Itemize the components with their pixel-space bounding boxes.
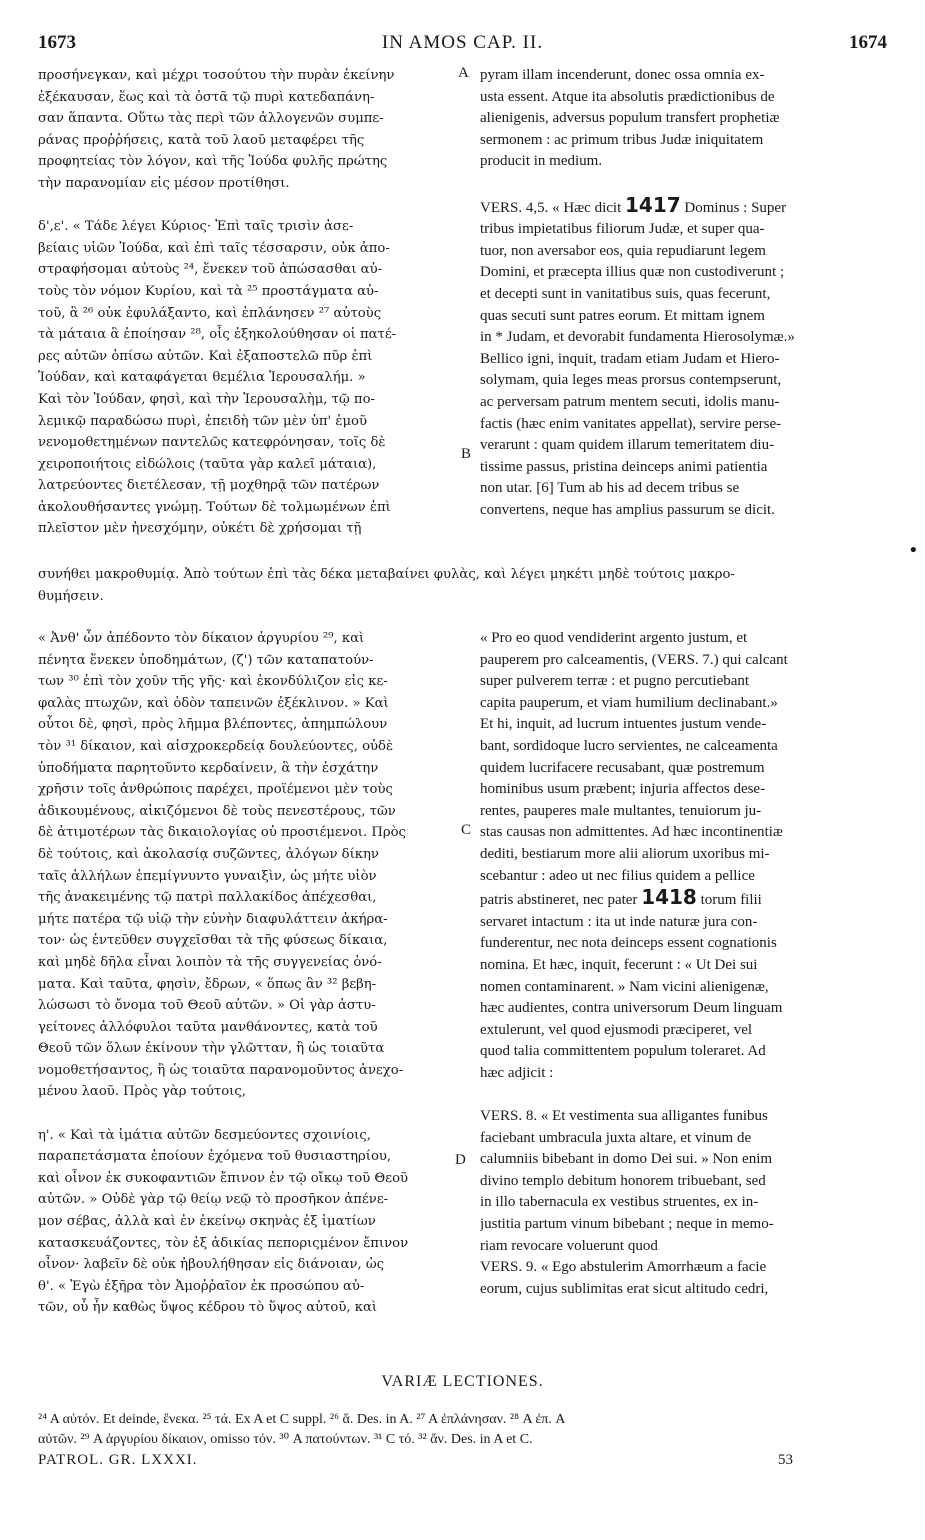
greek-line: ρες αὐτῶν ὀπίσω αὐτῶν. Καὶ ἐξαποστελῶ πῦρ ἐπὶ: [38, 348, 373, 364]
column-marker-1418: 1418: [641, 887, 697, 910]
latin-line: quidem lucrifacere recusabant, quæ postremum: [480, 759, 765, 776]
greek-line: μένου λαοῦ. Πρὸς γὰρ τούτοις,: [38, 1084, 246, 1100]
latin-line: solymam, quia leges meas prorsus contempserunt,: [480, 372, 782, 389]
latin-line: pyram illam incenderunt, donec ossa omnia ex-: [480, 67, 765, 83]
greek-block-2: [38, 216, 458, 540]
greek-line: θ'. « Ἐγὼ ἐξῆρα τὸν Ἀμοῤῥαῖον ἐκ προσώπου αὐ-: [38, 1278, 365, 1294]
greek-line: προφητείας τὸν λόγον, καὶ τῆς Ἰούδα φυλῆς πρώτης: [38, 154, 388, 170]
greek-line: λώσωσι τὸ ὄνομα τοῦ Θεοῦ αὐτῶν. » Οἱ γὰρ ἀστυ-: [38, 998, 376, 1014]
greek-line: πλεῖστον μὲν ἠνεσχόμην, οὐκέτι δὲ χρήσομαι τῇ: [38, 521, 362, 537]
greek-line: τοῦ, ἃ ²⁶ οὐκ ἐφυλάξαντο, καὶ ἐπλάνησεν ²⁷ αὐτοὺς: [38, 305, 382, 321]
latin-line: extulerunt, vel quod ejusmodi præciperet, vel: [480, 1021, 753, 1038]
greek-line: μήτε πατέρα τῷ υἱῷ τὴν εὐνὴν διαφυλάττειν ἀκήρα-: [38, 911, 388, 927]
greek-line: Ἰούδαν, καὶ καταφάγεται θεμέλια Ἱερουσαλήμ. »: [38, 370, 366, 386]
latin-line: justitia partum vinum bibebant ; neque in memo-: [480, 1216, 774, 1233]
greek-line: λατρεύοντες διετέλεσαν, τῇ μοχθηρᾷ τῶν πατέρων: [38, 478, 380, 494]
section-letter-d: D: [455, 1152, 466, 1168]
latin-verse-4-5-heading: [480, 195, 888, 220]
greek-line: τον· ὡς ἐντεῦθεν συγχεῖσθαι τὰ τῆς φύσεως δίκαια,: [38, 933, 388, 949]
greek-line: τῶν, οὗ ἦν καθὼς ὕψος κέδρου τὸ ὕψος αὐτοῦ, καὶ: [38, 1300, 378, 1316]
latin-line: sermonem : ac primum tribus Judæ iniquitatem: [480, 131, 764, 148]
greek-line: τὸν ³¹ δίκαιον, καὶ αἰσχροκερδείᾳ δουλεύοντες, οὐδὲ: [38, 738, 394, 754]
column-number-right: 1674: [849, 32, 887, 53]
latin-column: [480, 65, 888, 521]
footer-signature: PATROL. GR. LXXXI.: [38, 1452, 198, 1468]
greek-line: ἐξέκαυσαν, ἕως καὶ τὰ ὀστᾶ τῷ πυρὶ κατεδαπάνη-: [38, 89, 375, 105]
greek-line: « Ἀνθ' ὧν ἀπέδοντο τὸν δίκαιον ἀργυρίου ²⁹, καὶ: [38, 631, 365, 646]
greek-block-3: [38, 628, 458, 1103]
running-title: IN AMOS CAP. II.: [381, 32, 544, 53]
greek-line: νενομοθετημένων παντελῶς κατεφρόνησαν, τοῖς δὲ: [38, 435, 386, 451]
latin-line: VERS. 8. « Et vestimenta sua alligantes funibus: [480, 1108, 768, 1125]
latin-column-lower: [480, 628, 888, 1300]
greek-line: νομοθετήσαντος, ἢ ὡς τοιαῦτα παρανομοῦντος ἀνεχο-: [38, 1062, 404, 1078]
latin-line: quas secuti sunt patres eorum. Et mittam ignem: [480, 307, 765, 324]
greek-line: χειροποιήτοις εἰδώλοις (ταῦτα γὰρ καλεῖ μάταια),: [38, 456, 377, 472]
greek-line: κατασκευάζοντες, τὸν ἐξ ἀδικίας πεποριςμένον ἔπινον: [38, 1235, 409, 1251]
variae-line-1: ²⁴ A αὐτόν. Et deinde, ἕνεκα. ²⁵ τά. Ex A et C suppl. ²⁶ ἅ. Des. in A. ²⁷ A ἐπλάνησαν. ²⁸ A ἐπ. A: [38, 1412, 566, 1427]
latin-line: servaret intactum : ita ut inde naturæ jura con-: [480, 913, 758, 930]
latin-block-3: [480, 628, 888, 887]
greek-line: ὑποδήματα παρητοῦντο κερδαίνειν, ἃ τὴν ἐσχάτην: [38, 760, 379, 776]
latin-block-4: [480, 1106, 888, 1257]
variae-line-2: αὐτῶν. ²⁹ A ἀργυρίου δίκαιον, omisso τόν. ³⁰ A πατούντων. ³¹ C τό. ³² ἄν. Des. in A et C.: [38, 1432, 533, 1447]
latin-line: tuor, non aversabor eos, quia repudiarunt legem: [480, 242, 766, 259]
greek-line: οὗτοι δὲ, φησὶ, πρὸς λῆμμα βλέποντες, ἀπημπώλουν: [38, 717, 388, 733]
greek-fullwidth-line-2: θυμήσειν.: [38, 589, 104, 604]
latin-line: ac perversam patrum mentem secuti, idolis manu-: [480, 393, 780, 410]
greek-line: ἀκολουθήσαντες γνώμῃ. Τούτων δὲ τολμωμένων ἐπὶ: [38, 499, 391, 515]
greek-line: βείαις υἱῶν Ἰούδα, καὶ ἐπὶ ταῖς τέσσαρσιν, οὐκ ἀπο-: [38, 240, 390, 256]
latin-line: dediti, bestiarum more alii aliorum uxoribus mi-: [480, 845, 770, 862]
greek-block-1: [38, 65, 458, 195]
variae-lectiones-title: VARIÆ LECTIONES.: [381, 1373, 544, 1390]
greek-line: φαλὰς πτωχῶν, καὶ ὁδὸν ταπεινῶν ἐξέκλινον. » Καὶ: [38, 695, 389, 711]
column-marker-1417: 1417: [625, 194, 681, 217]
latin-line: faciebant umbracula juxta altare, et vinum de: [480, 1129, 752, 1146]
greek-line: σαν ἅπαντα. Οὕτω τὰς περὶ τῶν ἀλλογενῶν συμπε-: [38, 111, 384, 127]
latin-line: pauperem pro calceamentis, (VERS. 7.) qui calcant: [480, 651, 788, 668]
latin-text: torum filii: [696, 892, 762, 909]
latin-line: super pulverem terræ : et pugno percutiebant: [480, 673, 750, 690]
latin-verse-text: VERS. 4,5. « Hæc dicit: [480, 199, 625, 216]
latin-line: et decepti sunt in vanitatibus suis, quas fecerunt,: [480, 285, 771, 302]
latin-line: VERS. 9. « Ego abstulerim Amorrhæum a facie: [480, 1259, 767, 1276]
latin-line: in * Judam, et devorabit fundamenta Hierosolymæ.»: [480, 329, 795, 346]
latin-line: bant, sordidoque lucro servientes, ne calceamenta: [480, 737, 778, 754]
greek-line: πένητα ἕνεκεν ὑποδημάτων, (ζ') τῶν καταπατούν-: [38, 652, 374, 668]
greek-line: ἀδικουμένους, αἰκιζόμενοι δὲ τοὺς πενεστέρους, τῶν: [38, 803, 396, 819]
greek-line: ματα. Καὶ ταῦτα, φησὶν, ἔδρων, « ὅπως ἂν ³² βεβη-: [38, 976, 377, 992]
greek-line: τοὺς τὸν νόμον Κυρίου, καὶ τὰ ²⁵ προστάγματα αὐ-: [38, 283, 379, 299]
greek-line: χρῆσιν τοῖς ἀνθρώποις παρέχει, προϊέμενοι μὲν τοὺς: [38, 782, 393, 798]
latin-line: stas causas non admittentes. Ad hæc incontinentiæ: [480, 824, 783, 841]
latin-line: tribus impietatibus filiorum Judæ, et super qua-: [480, 221, 765, 238]
latin-line: nomina. Et hæc, inquit, fecerunt : « Ut Dei sui: [480, 956, 758, 973]
latin-line: factis (hæc enim vanitates appellat), servire perse-: [480, 415, 782, 432]
page-footer: [38, 1452, 888, 1472]
latin-line: Et hi, inquit, ad lucrum intuentes justum vende-: [480, 716, 767, 733]
latin-verse-text: Dominus : Super: [680, 199, 787, 216]
latin-line: divino templo debitum honorem tribuebant, sed: [480, 1172, 766, 1189]
latin-line: funderentur, nec nota deinceps essent cognationis: [480, 935, 777, 952]
greek-line: ταῖς ἀλλήλων ἐπεμίγνυντο γυναιξὶν, ὡς μήτε υἱὸν: [38, 868, 377, 884]
greek-line: τὰ μάταια ἃ ἐποίησαν ²⁸, οἷς ἐξηκολούθησαν οἱ πατέ-: [38, 327, 397, 343]
greek-line: αὐτῶν. » Οὐδὲ γὰρ τῷ θείῳ νεῷ τὸ προσῆκον ἀπένε-: [38, 1192, 389, 1208]
greek-line: η'. « Καὶ τὰ ἱμάτια αὐτῶν δεσμεύοντες σχοινίοις,: [38, 1127, 371, 1143]
latin-line: quod talia committentem populum toleraret. Ad: [480, 1043, 766, 1060]
greek-line: μον σέβας, ἀλλὰ καὶ ἐν ἐκείνῳ σκηνὰς ἐξ ἱματίων: [38, 1214, 376, 1230]
greek-column-lower: [38, 628, 458, 1319]
greek-line: στραφήσομαι αὐτοὺς ²⁴, ἕνεκεν τοῦ ἀπώσασθαι αὐ-: [38, 262, 383, 278]
greek-line: τῆς ἀνακειμένης τῷ πατρὶ παλλακίδος ἀπέχεσθαι,: [38, 890, 377, 906]
latin-block-5: [480, 1257, 888, 1300]
latin-line: usta essent. Atque ita absolutis prædictionibus de: [480, 88, 775, 105]
section-letter-a: A: [458, 65, 469, 81]
greek-line: ράνας προῤῥήσεις, κατὰ τοῦ λαοῦ μεταφέρει τῆς: [38, 132, 365, 148]
footer-sheet-number: 53: [778, 1452, 793, 1468]
latin-line: Bellico igni, inquit, tradam etiam Judam et Hiero-: [480, 350, 780, 367]
latin-block-2: [480, 219, 888, 521]
greek-line: τὴν παρανομίαν εἰς μέσον προτίθησι.: [38, 175, 290, 191]
section-letter-c: C: [461, 822, 472, 838]
greek-line: λεμικῷ παραδώσω πυρὶ, ἐπειδὴ τῶν μὲν ὑπ' ἐμοῦ: [38, 413, 367, 429]
greek-line: γείτονες ἀλλόφυλοι ταῦτα μανθάνοντες, κατὰ τοῦ: [38, 1019, 378, 1035]
latin-line: convertens, neque has amplius passurum se dicit.: [480, 501, 775, 518]
greek-line: καὶ οἶνον ἐκ συκοφαντιῶν ἔπινον ἐν τῷ οἴκῳ τοῦ Θεοῦ: [38, 1170, 409, 1186]
latin-line: capita pauperum, et viam humilium declinabant.»: [480, 694, 778, 711]
running-header: [38, 32, 887, 58]
greek-line: Καὶ τὸν Ἰούδαν, φησὶ, καὶ τὴν Ἱερουσαλὴμ, τῷ πο-: [38, 391, 375, 407]
latin-line: nomen contaminarent. » Nam vicini alienigenæ,: [480, 978, 769, 995]
greek-line: δ',ε'. « Τάδε λέγει Κύριος· Ἐπὶ ταῖς τρισὶν ἀσε-: [38, 219, 354, 235]
latin-line: « Pro eo quod vendiderint argento justum, et: [480, 630, 748, 646]
latin-column-marker-line: [480, 887, 888, 912]
greek-line: προσήνεγκαν, καὶ μέχρι τοσούτου τὴν πυρὰν ἐκείνην: [38, 68, 395, 83]
latin-line: riam revocare voluerunt quod: [480, 1237, 658, 1254]
greek-fullwidth-line-1: συνήθει μακροθυμίᾳ. Ἀπὸ τούτων ἐπὶ τὰς δέκα μεταβαίνει φυλὰς, καὶ λέγει μηκέτι μηδὲ τούτοις μακρο-: [38, 567, 735, 582]
latin-line: rentes, pauperes male multantes, tenuiorum ju-: [480, 802, 762, 819]
latin-line: non utar. [6] Tum ab his ad decem tribus se: [480, 480, 740, 497]
latin-line: Domini, et præcepta illius quæ non custodiverunt ;: [480, 264, 785, 281]
latin-line: calumniis bibebant in domo Dei sui. » Non enim: [480, 1151, 773, 1168]
greek-line: Θεοῦ τῶν ὅλων ἐκίνουν τὴν γλῶτταν, ἢ ὡς τοιαῦτα: [38, 1041, 385, 1057]
latin-line: verarunt : quam quidem illarum temeritatem diu-: [480, 437, 775, 454]
greek-line: καὶ μηδὲ δῆλα εἶναι λοιπὸν τὰ τῆς συγγενείας ὀνό-: [38, 954, 382, 970]
greek-column: [38, 65, 458, 540]
column-number-left: 1673: [38, 32, 76, 53]
latin-line: hæc adjicit :: [480, 1064, 554, 1081]
margin-dot: •: [908, 540, 919, 561]
latin-block-3b: [480, 912, 888, 1085]
latin-text: patris abstineret, nec pater: [480, 892, 642, 909]
latin-line: scebantur : adeo ut nec filius quidem a pellice: [480, 867, 755, 884]
latin-line: eorum, cujus sublimitas erat sicut altitudo cedri,: [480, 1280, 769, 1297]
greek-block-5: [38, 1276, 458, 1319]
latin-line: tissime passus, pristina deinceps animi patientia: [480, 458, 768, 475]
latin-line: in illo tabernacula ex vestibus struentes, ex in-: [480, 1194, 759, 1211]
greek-line: παραπετάσματα ἐποίουν ἐχόμενα τοῦ θυσιαστηρίου,: [38, 1149, 392, 1165]
latin-line: producit in medium.: [480, 153, 603, 170]
greek-line: των ³⁰ ἐπὶ τὸν χοῦν τῆς γῆς· καὶ ἐκονδύλιζον εἰς κε-: [38, 674, 388, 690]
greek-line: οἶνον· λαβεῖν δὲ οὐκ ἠβουλήθησαν εἰς διάνοιαν, ὡς: [38, 1257, 385, 1273]
latin-line: alienigenis, adversus populum transfert prophetiæ: [480, 110, 780, 127]
latin-block-1: [480, 65, 888, 173]
section-letter-b: B: [461, 446, 472, 462]
greek-block-4: [38, 1125, 458, 1276]
greek-line: δὲ ἀτιμοτέρων τὰς δικαιολογίας οὐ προσιέμενοι. Πρὸς: [38, 825, 406, 841]
latin-line: hæc audientes, contra universorum Deum linguam: [480, 1000, 783, 1017]
variae-lectiones: [38, 1410, 888, 1450]
latin-line: hominibus usum præbent; injuria affectos dese-: [480, 781, 766, 798]
greek-line: δὲ τούτοις, καὶ ἀκολασίᾳ συζῶντες, ἀλόγων δίκην: [38, 846, 379, 862]
